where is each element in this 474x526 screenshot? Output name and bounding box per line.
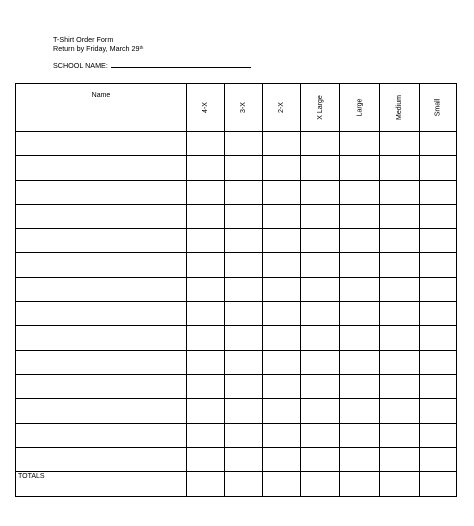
size-cell[interactable] xyxy=(301,229,340,253)
size-cell[interactable] xyxy=(340,423,380,447)
name-cell[interactable] xyxy=(16,302,187,326)
size-cell[interactable] xyxy=(301,253,340,277)
table-row xyxy=(16,253,457,277)
size-cell[interactable] xyxy=(420,277,457,301)
table-row xyxy=(16,277,457,301)
size-cell[interactable] xyxy=(187,253,225,277)
size-cell[interactable] xyxy=(301,350,340,374)
order-table-body xyxy=(16,132,457,497)
size-cell[interactable] xyxy=(420,132,457,156)
size-cell[interactable] xyxy=(187,132,225,156)
size-cell[interactable] xyxy=(187,277,225,301)
size-cell[interactable] xyxy=(340,302,380,326)
size-cell[interactable] xyxy=(225,229,263,253)
name-cell[interactable] xyxy=(16,423,187,447)
size-cell[interactable] xyxy=(225,350,263,374)
table-row xyxy=(16,302,457,326)
size-header-x-large xyxy=(301,84,340,132)
size-cell[interactable] xyxy=(380,399,420,423)
totals-cell[interactable] xyxy=(187,472,225,497)
size-cell[interactable] xyxy=(225,399,263,423)
size-cell[interactable] xyxy=(340,204,380,228)
size-cell[interactable] xyxy=(263,423,301,447)
totals-row xyxy=(16,472,457,497)
size-header-label: 2-X xyxy=(278,102,285,113)
size-cell[interactable] xyxy=(380,302,420,326)
size-cell[interactable] xyxy=(301,180,340,204)
totals-cell[interactable] xyxy=(380,472,420,497)
size-cell[interactable] xyxy=(263,253,301,277)
size-cell[interactable] xyxy=(225,204,263,228)
size-cell[interactable] xyxy=(225,302,263,326)
size-cell[interactable] xyxy=(340,326,380,350)
totals-label: TOTALS xyxy=(16,472,187,497)
table-row xyxy=(16,204,457,228)
size-cell[interactable] xyxy=(420,180,457,204)
size-cell[interactable] xyxy=(301,326,340,350)
form-header xyxy=(53,35,143,53)
name-cell[interactable] xyxy=(16,132,187,156)
order-table xyxy=(15,83,457,497)
size-cell[interactable] xyxy=(380,253,420,277)
size-cell[interactable] xyxy=(225,447,263,471)
table-row xyxy=(16,180,457,204)
size-cell[interactable] xyxy=(340,229,380,253)
size-cell[interactable] xyxy=(225,253,263,277)
size-cell[interactable] xyxy=(187,302,225,326)
size-cell[interactable] xyxy=(420,229,457,253)
table-row xyxy=(16,326,457,350)
name-cell[interactable] xyxy=(16,350,187,374)
size-cell[interactable] xyxy=(187,156,225,180)
size-cell[interactable] xyxy=(340,399,380,423)
size-cell[interactable] xyxy=(340,447,380,471)
size-cell[interactable] xyxy=(187,399,225,423)
size-cell[interactable] xyxy=(380,180,420,204)
totals-cell[interactable] xyxy=(420,472,457,497)
size-cell[interactable] xyxy=(301,423,340,447)
size-header-small xyxy=(420,84,457,132)
table-row xyxy=(16,399,457,423)
size-cell[interactable] xyxy=(420,253,457,277)
size-header-label: 3-X xyxy=(240,102,247,113)
size-cell[interactable] xyxy=(301,374,340,398)
size-header-medium xyxy=(380,84,420,132)
table-row xyxy=(16,350,457,374)
size-cell[interactable] xyxy=(420,302,457,326)
size-header-2x xyxy=(263,84,301,132)
size-cell[interactable] xyxy=(225,423,263,447)
size-cell[interactable] xyxy=(420,374,457,398)
size-cell[interactable] xyxy=(225,132,263,156)
size-cell[interactable] xyxy=(263,132,301,156)
size-cell[interactable] xyxy=(340,132,380,156)
size-cell[interactable] xyxy=(187,447,225,471)
size-cell[interactable] xyxy=(301,204,340,228)
size-cell[interactable] xyxy=(380,423,420,447)
size-cell[interactable] xyxy=(340,253,380,277)
size-cell[interactable] xyxy=(187,180,225,204)
size-cell[interactable] xyxy=(263,350,301,374)
size-cell[interactable] xyxy=(420,447,457,471)
size-cell[interactable] xyxy=(263,302,301,326)
size-cell[interactable] xyxy=(187,374,225,398)
size-cell[interactable] xyxy=(263,180,301,204)
table-row xyxy=(16,229,457,253)
size-cell[interactable] xyxy=(187,423,225,447)
size-header-large xyxy=(340,84,380,132)
size-cell[interactable] xyxy=(420,156,457,180)
table-row xyxy=(16,132,457,156)
table-row xyxy=(16,156,457,180)
size-header-3x xyxy=(225,84,263,132)
size-cell[interactable] xyxy=(225,180,263,204)
name-cell[interactable] xyxy=(16,447,187,471)
size-cell[interactable] xyxy=(301,156,340,180)
size-cell[interactable] xyxy=(301,277,340,301)
header-row xyxy=(16,84,457,132)
size-cell[interactable] xyxy=(263,229,301,253)
size-cell[interactable] xyxy=(420,350,457,374)
size-cell[interactable] xyxy=(420,399,457,423)
name-cell[interactable] xyxy=(16,277,187,301)
size-cell[interactable] xyxy=(225,156,263,180)
school-name-field xyxy=(53,60,251,70)
table-row xyxy=(16,423,457,447)
size-cell[interactable] xyxy=(301,399,340,423)
name-cell[interactable] xyxy=(16,374,187,398)
size-cell[interactable] xyxy=(340,350,380,374)
size-cell[interactable] xyxy=(340,180,380,204)
school-name-label: SCHOOL NAME: xyxy=(53,61,108,70)
size-cell[interactable] xyxy=(380,156,420,180)
size-cell[interactable] xyxy=(380,326,420,350)
size-cell[interactable] xyxy=(420,204,457,228)
size-cell[interactable] xyxy=(225,277,263,301)
size-cell[interactable] xyxy=(340,156,380,180)
name-cell[interactable] xyxy=(16,156,187,180)
name-cell[interactable] xyxy=(16,399,187,423)
table-row xyxy=(16,447,457,471)
size-cell[interactable] xyxy=(380,204,420,228)
size-cell[interactable] xyxy=(301,132,340,156)
name-cell[interactable] xyxy=(16,204,187,228)
size-cell[interactable] xyxy=(263,374,301,398)
form-title: T-Shirt Order Form xyxy=(53,35,114,44)
size-cell[interactable] xyxy=(301,302,340,326)
size-cell[interactable] xyxy=(380,447,420,471)
size-cell[interactable] xyxy=(263,447,301,471)
totals-cell[interactable] xyxy=(301,472,340,497)
return-deadline xyxy=(53,44,143,53)
school-name-blank[interactable] xyxy=(111,60,251,68)
size-cell[interactable] xyxy=(340,374,380,398)
size-header-label: Medium xyxy=(396,95,403,120)
table-row xyxy=(16,374,457,398)
size-cell[interactable] xyxy=(263,156,301,180)
size-header-label: Large xyxy=(356,98,363,117)
size-cell[interactable] xyxy=(225,326,263,350)
size-header-label: Small xyxy=(434,98,442,117)
size-cell[interactable] xyxy=(187,350,225,374)
size-cell[interactable] xyxy=(340,277,380,301)
return-deadline-suffix: th xyxy=(139,45,144,50)
size-cell[interactable] xyxy=(380,229,420,253)
totals-cell[interactable] xyxy=(225,472,263,497)
size-cell[interactable] xyxy=(187,204,225,228)
size-cell[interactable] xyxy=(380,277,420,301)
name-cell[interactable] xyxy=(16,229,187,253)
size-header-label: 4-X xyxy=(202,102,209,113)
size-cell[interactable] xyxy=(187,326,225,350)
name-cell[interactable] xyxy=(16,253,187,277)
name-column-header: Name xyxy=(16,84,187,132)
size-cell[interactable] xyxy=(263,326,301,350)
size-cell[interactable] xyxy=(380,350,420,374)
size-cell[interactable] xyxy=(380,374,420,398)
size-cell[interactable] xyxy=(225,374,263,398)
totals-cell[interactable] xyxy=(263,472,301,497)
name-cell[interactable] xyxy=(16,326,187,350)
size-header-4x xyxy=(187,84,225,132)
size-cell[interactable] xyxy=(420,423,457,447)
size-cell[interactable] xyxy=(263,277,301,301)
size-cell[interactable] xyxy=(380,132,420,156)
size-cell[interactable] xyxy=(301,447,340,471)
size-cell[interactable] xyxy=(263,399,301,423)
size-cell[interactable] xyxy=(263,204,301,228)
return-deadline-text: Return by Friday, March 29 xyxy=(53,44,140,53)
size-cell[interactable] xyxy=(187,229,225,253)
name-cell[interactable] xyxy=(16,180,187,204)
size-header-label: X Large xyxy=(316,95,324,120)
totals-cell[interactable] xyxy=(340,472,380,497)
size-cell[interactable] xyxy=(420,326,457,350)
